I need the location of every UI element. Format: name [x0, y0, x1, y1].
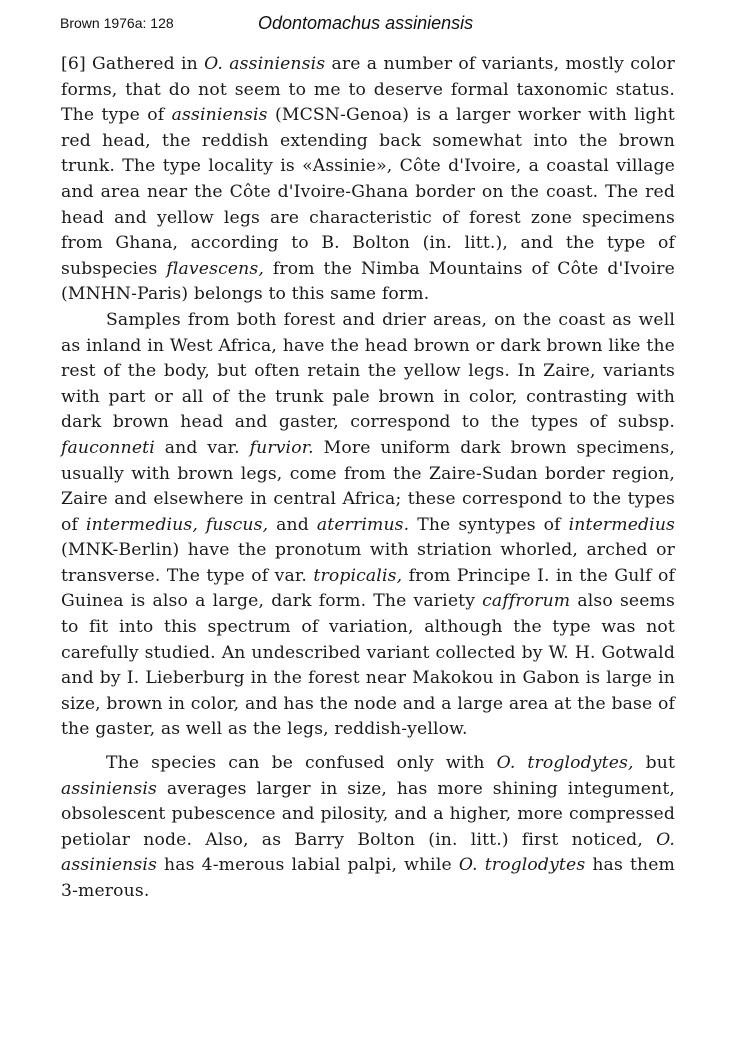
text-run: (MNK-Berlin) have the pronotum with striation whorled, arched or transverse. The type of var.: [61, 540, 675, 586]
text-run: has them 3-merous.: [61, 855, 675, 901]
text-run: Samples from both forest and drier areas, on the coast as well as inland in West Africa, have the head brown or dark brown like the rest of the body, but often retain the yellow legs. In Zaire, variants with part or all of the trunk pale brown in color, contrasting with dark brown head and gaster, correspond to the types of subsp.: [61, 309, 675, 433]
italic-taxon: aterrimus.: [316, 514, 410, 535]
paragraph-2: [61, 308, 675, 743]
italic-taxon: furvior.: [249, 437, 314, 458]
citation-reference: Brown 1976a: 128: [60, 15, 174, 31]
text-run: The syntypes of: [409, 514, 569, 535]
text-run: [6] Gathered in: [61, 54, 205, 74]
text-run: but: [633, 753, 676, 774]
text-run: from the Nimba Mountains of Côte d'Ivoire (MNHN-Paris) belongs to this same form.: [61, 258, 675, 305]
text-run: averages larger in size, has more shining integument, obsolescent pubescence and pilosity, and a higher, more compressed petiolar node. Also, as Barry Bolton (in. litt.) first noticed,: [61, 778, 675, 850]
italic-taxon: assiniensis: [61, 778, 157, 799]
italic-taxon: tropicalis,: [313, 565, 403, 586]
text-run: The species can be confused only with: [106, 753, 497, 774]
species-title: Odontomachus assiniensis: [258, 13, 474, 33]
italic-taxon: flavescens,: [166, 258, 264, 279]
text-run: More uniform dark brown specimens, usually with brown legs, come from the Zaire-Sudan border region, Zaire and elsewhere in central Africa; these correspond to the types of: [61, 437, 675, 535]
italic-taxon: O. assiniensis: [61, 829, 675, 876]
italic-taxon: O. troglodytes,: [496, 753, 634, 774]
italic-taxon: fauconneti: [61, 437, 155, 458]
paragraph-1: [61, 52, 675, 308]
text-run: (MCSN-Genoa) is a larger worker with light red head, the reddish extending back somewhat into the brown trunk. The type locality is «Assinie», Côte d'Ivoire, a coastal village and area near the Côte d'Ivoire-Ghana border on the coast. The red head and yellow legs are characteristic of forest zone specimens from Ghana, according to B. Bolton (in. litt.), and the type of subspecies: [61, 105, 675, 279]
italic-taxon: O. assiniensis: [204, 54, 326, 74]
italic-taxon: intermedius: [568, 514, 676, 535]
text-run: has 4-merous labial palpi, while: [156, 855, 459, 876]
paragraph-3: [61, 751, 675, 905]
text-run: also seems to fit into this spectrum of variation, although the type was not carefully studied. An undescribed variant collected by W. H. Gotwald and by I. Lieberburg in the forest near Makokou in Gabon is large in size, brown in color, and has the node and a large area at the base of the gaster, as well as the legs, reddish-yellow.: [61, 591, 675, 740]
page-header: [60, 13, 700, 37]
italic-taxon: caffrorum: [482, 591, 571, 612]
document-body: [61, 52, 675, 905]
text-run: and: [268, 514, 317, 535]
text-run: and var.: [154, 437, 250, 458]
text-run: from Principe I. in the Gulf of Guinea is also a large, dark form. The variety: [61, 565, 675, 612]
italic-taxon: assiniensis: [171, 105, 268, 126]
italic-taxon: intermedius, fuscus,: [85, 514, 269, 535]
italic-taxon: O. troglodytes: [458, 855, 586, 876]
text-run: are a number of variants, mostly color forms, that do not seem to me to deserve formal taxonomic status. The type of: [61, 54, 675, 126]
